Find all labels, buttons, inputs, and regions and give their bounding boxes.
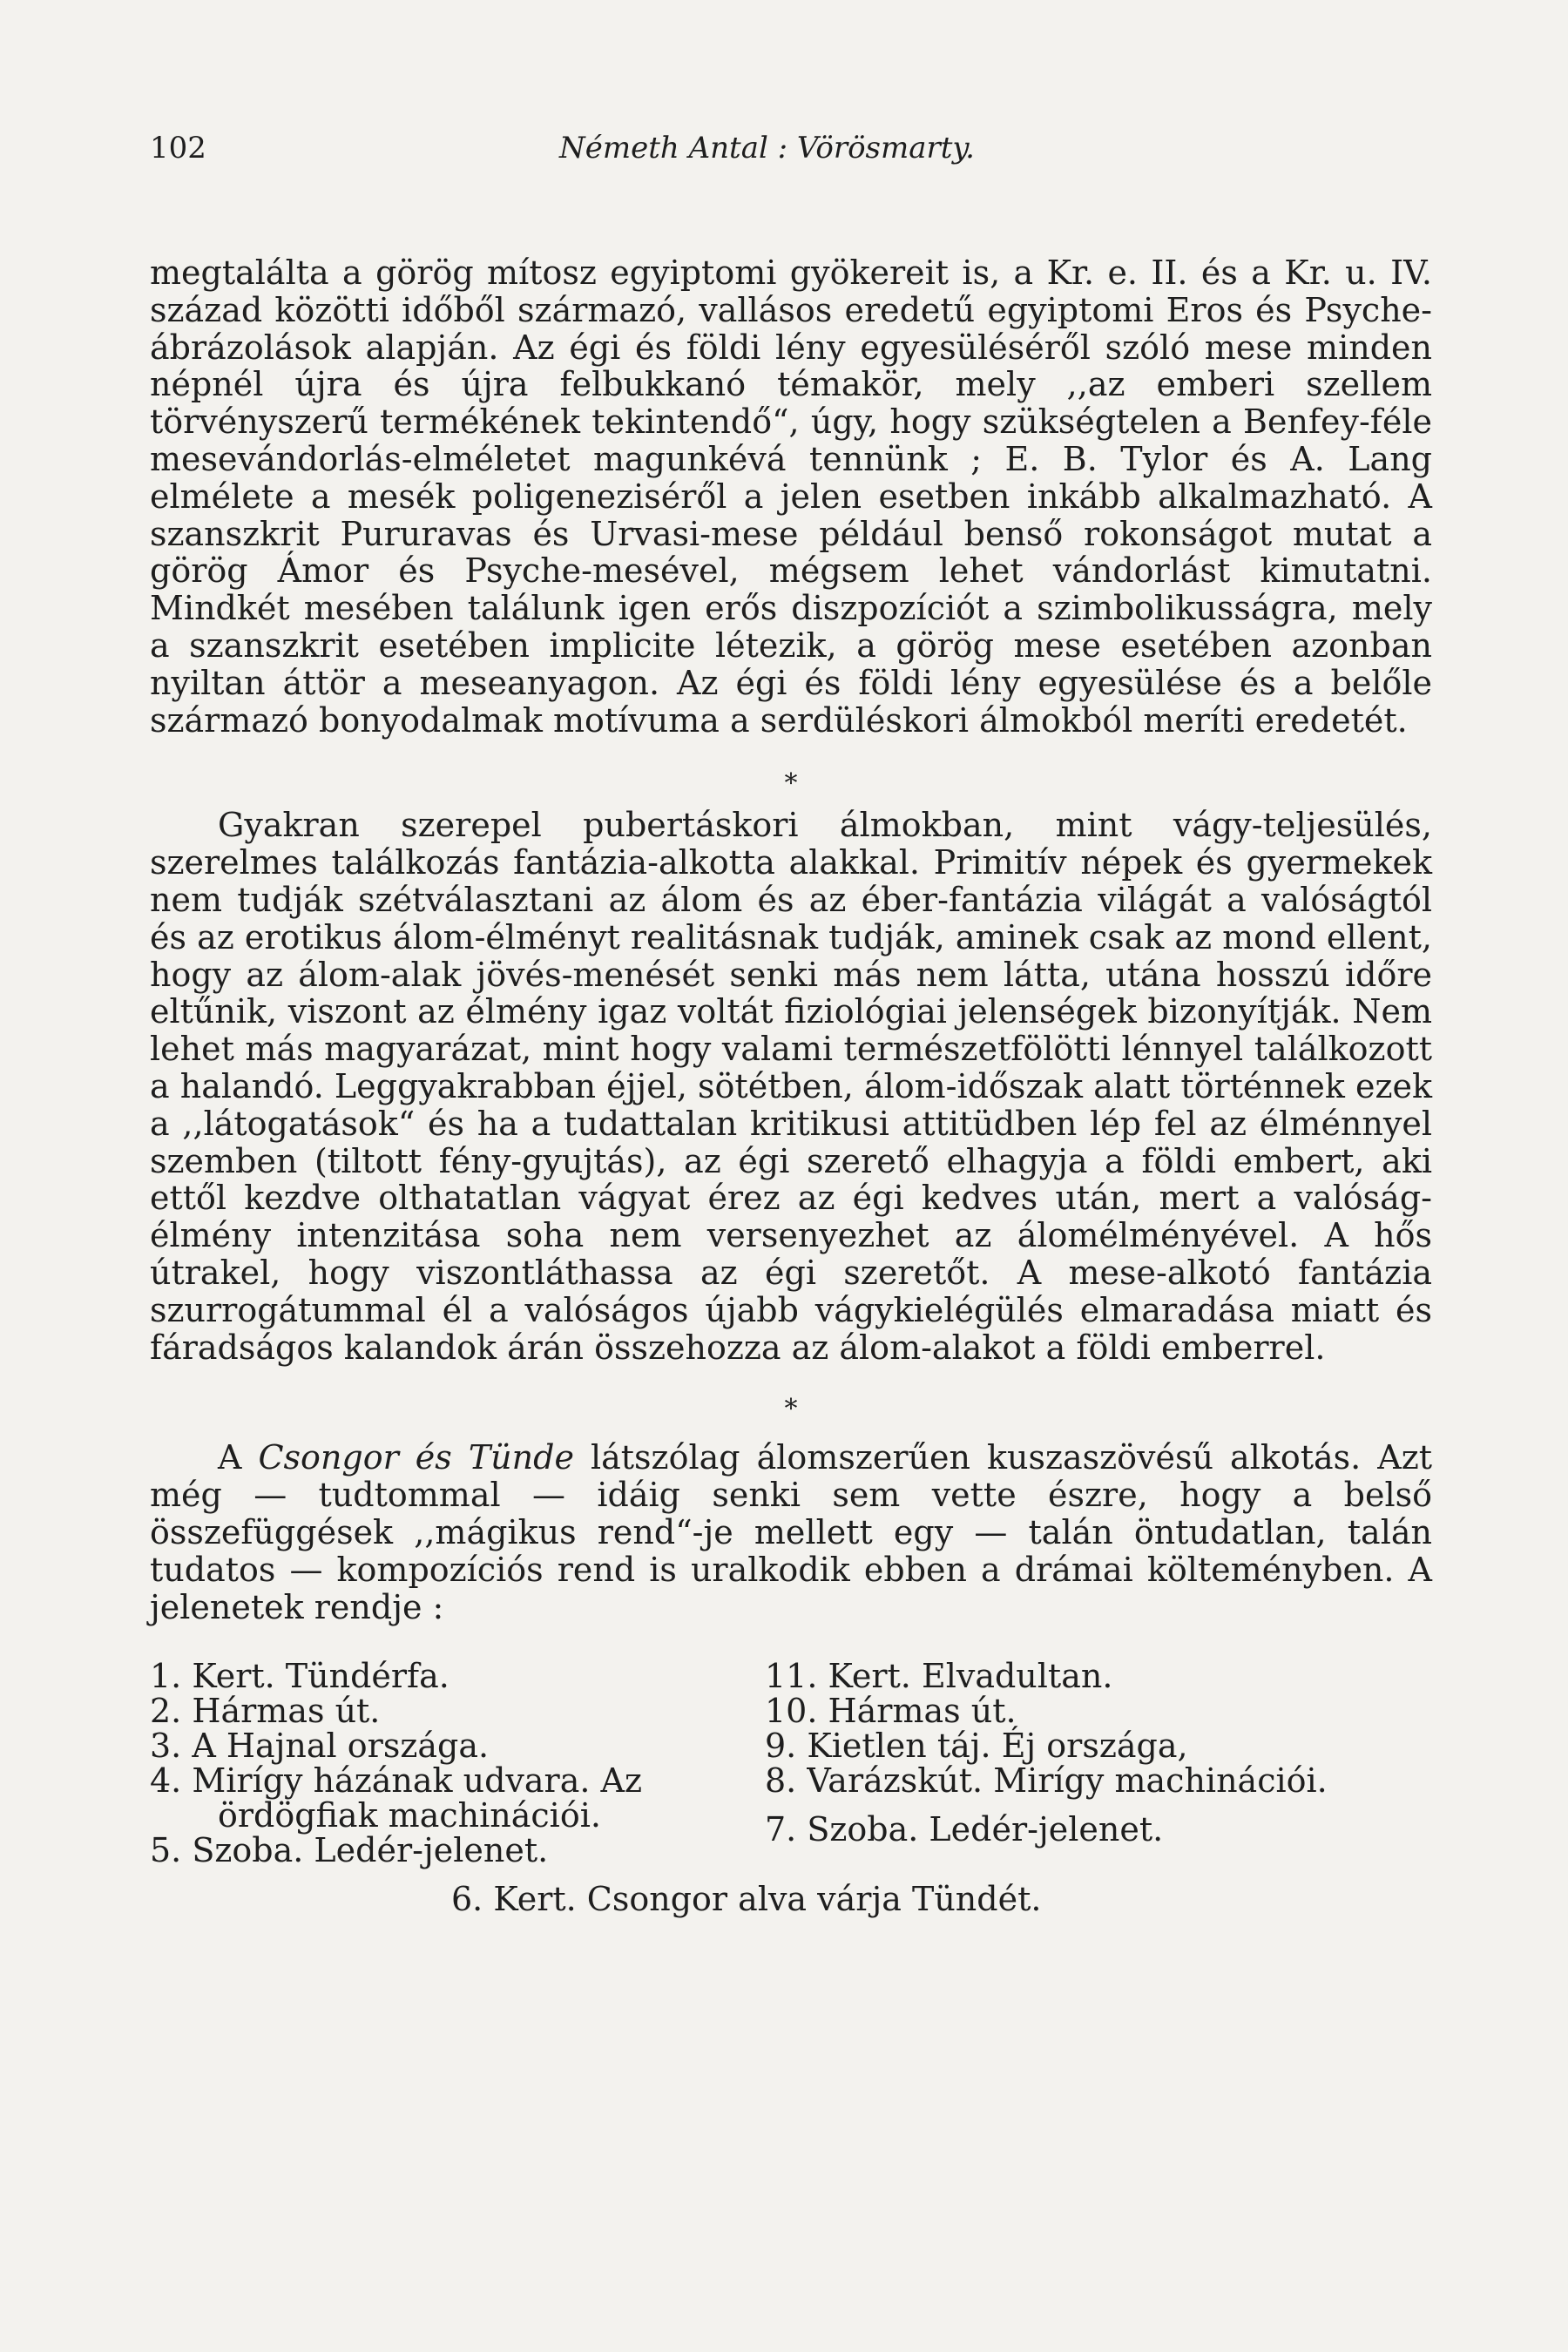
page-number: 102 <box>150 131 206 166</box>
scene-item: 2. Hármas út. <box>150 1692 381 1731</box>
running-head: Németh Antal : Vörösmarty. <box>559 131 975 166</box>
section-separator-1: * <box>784 768 798 800</box>
paragraph-3 <box>150 1439 1432 1625</box>
scene-item: 4. Mirígy házának udvara. Az <box>150 1761 642 1801</box>
scene-item: 7. Szoba. Ledér-jelenet. <box>765 1810 1164 1849</box>
paragraph-3-rest: látszólag álomszerűen kuszaszövésű alkotás. Azt még — tudtommal — idáig senki sem vette észre, hogy a belső összefüggések ,,mágikus rend“-je mellett egy — talán öntudatlan, talán tudatos — kompozíciós rend is uralkodik ebben a drámai költeményben. A jelenetek rendje : <box>150 1438 1432 1626</box>
scene-item-center: 6. Kert. Csongor alva várja Tündét. <box>451 1880 1042 1919</box>
scene-item: 11. Kert. Elvadultan. <box>765 1657 1113 1696</box>
scene-item-continuation: ördögfiak machinációi. <box>218 1796 601 1835</box>
scene-item: 3. A Hajnal országa. <box>150 1727 490 1766</box>
scene-item: 5. Szoba. Ledér-jelenet. <box>150 1831 549 1870</box>
page-header <box>150 131 1432 174</box>
scene-list <box>150 1659 1432 1920</box>
paragraph-2: Gyakran szerepel pubertáskori álmokban, mint vágy-teljesülés, szerelmes találkozás fantázia-alkotta alakkal. Primitív népek és gyermekek nem tudják szétválasztani az álom és az éber-fantázia világát a valóságtól és az erotikus álom-élményt realitásnak tudják, aminek csak az mond ellent, hogy az álom-alak jövés-menését senki más nem látta, utána hosszú időre eltűnik, viszont az élmény igaz voltát fiziológiai jelenségek bizonyítják. Nem lehet más magyarázat, mint hogy valami természetfölötti lénnyel találkozott a halandó. Leggyakrabban éjjel, sötétben, álom-időszak alatt történnek ezek a ,,látogatások“ és ha a tudattalan kritikusi attitüdben lép fel az élménnyel szemben (tiltott fény-gyujtás), az égi szerető elhagyja a földi embert, aki ettől kezdve olthatatlan vágyat érez az égi kedves után, mert a valóság-élmény intenzitása soha nem versenyezhet az álomélményével. A hős útrakel, hogy viszontláthassa az égi szeretőt. A mese-alkotó fantázia szurrogátummal él a valóságos újabb vágykielégülés elmaradása miatt és fáradságos kalandok árán összehozza az álom-alakot a földi emberrel. <box>150 806 1432 1367</box>
scene-column-left <box>150 1659 760 1868</box>
scene-item: 8. Varázskút. Mirígy machinációi. <box>765 1761 1328 1801</box>
paragraph-3-lead: A <box>218 1438 259 1477</box>
scene-item: 9. Kietlen táj. Éj országa, <box>765 1727 1188 1766</box>
paragraph-1: megtalálta a görög mítosz egyiptomi gyökereit is, a Kr. e. II. és a Kr. u. IV. század közötti időből származó, vallásos eredetű egyiptomi Eros és Psyche-ábrázolások alapján. Az égi és földi lény egyesüléséről szóló mese minden népnél újra és újra felbukkanó témakör, mely ,,az emberi szellem törvényszerű termékének tekintendő“, úgy, hogy szükségtelen a Benfey-féle mesevándorlás-elméletet magunkévá tennünk ; E. B. Tylor és A. Lang elmélete a mesék poligeneziséről a jelen esetben inkább alkalmazható. A szanszkrit Pururavas és Urvasi-mese például benső rokonságot mutat a görög Ámor és Psyche-mesével, mégsem lehet vándorlást kimutatni. Mindkét mesében találunk igen erős diszpozíciót a szimbolikusságra, mely a szanszkrit esetében implicite létezik, a görög mese esetében azonban nyiltan áttör a meseanyagon. Az égi és földi lény egyesülése és a belőle származó bonyodalmak motívuma a serdüléskori álmokból meríti eredetét. <box>150 253 1432 740</box>
scene-column-right <box>765 1659 1375 1847</box>
page-body <box>150 254 1432 1920</box>
scene-item: 10. Hármas út. <box>765 1692 1017 1731</box>
work-title: Csongor és Tünde <box>258 1438 574 1477</box>
scene-item: 1. Kert. Tündérfa. <box>150 1657 449 1696</box>
section-separator-2: * <box>784 1394 798 1425</box>
